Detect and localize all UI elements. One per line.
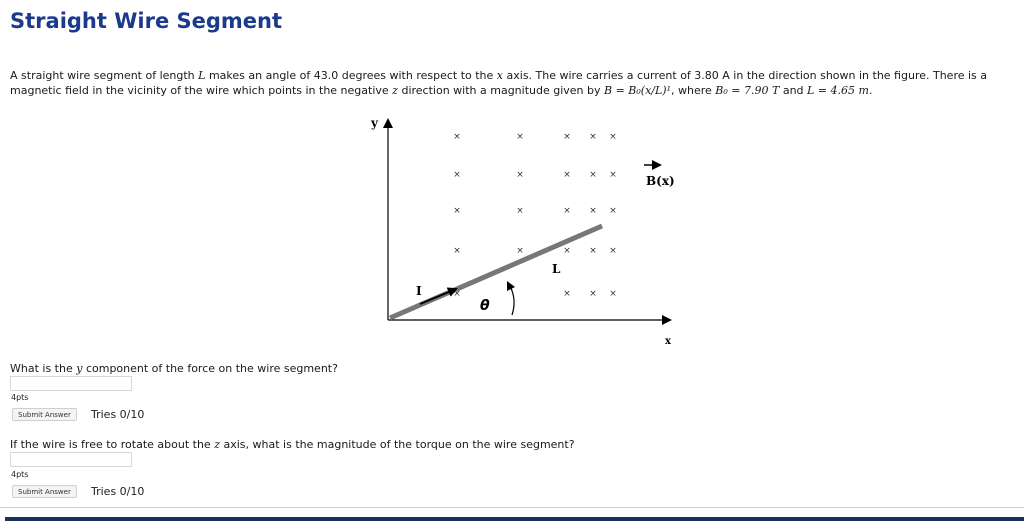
field-x-mark: × bbox=[516, 206, 524, 216]
field-x-mark: × bbox=[563, 206, 571, 216]
field-marks bbox=[453, 132, 617, 299]
angle-arc bbox=[510, 286, 514, 315]
field-formula: B = B₀(x/L)¹ bbox=[604, 84, 672, 97]
field-x-mark: × bbox=[516, 170, 524, 180]
field-x-mark: × bbox=[453, 206, 461, 216]
field-x-mark: × bbox=[453, 132, 461, 142]
field-label: B(x) bbox=[646, 174, 675, 188]
field-x-mark: × bbox=[609, 206, 617, 216]
answer-2-input[interactable] bbox=[10, 452, 132, 467]
question-2-tries: Tries 0/10 bbox=[91, 485, 145, 498]
answer-1-input[interactable] bbox=[10, 376, 132, 391]
field-x-mark: × bbox=[609, 246, 617, 256]
x-axis-label: x bbox=[665, 336, 671, 347]
page-title: Straight Wire Segment bbox=[10, 9, 283, 33]
field-x-mark: × bbox=[516, 132, 524, 142]
submit-answer-1-button[interactable]: Submit Answer bbox=[12, 408, 77, 421]
current-label: I bbox=[416, 284, 422, 298]
field-x-mark: × bbox=[453, 289, 461, 299]
field-x-mark: × bbox=[589, 289, 597, 299]
question-2-text: If the wire is free to rotate about the z axis, what is the magnitude of the torque on the wire segment? bbox=[10, 438, 575, 451]
field-x-mark: × bbox=[609, 132, 617, 142]
field-x-mark: × bbox=[563, 170, 571, 180]
y-axis-label: y bbox=[371, 116, 378, 130]
question-2-points: 4pts bbox=[11, 470, 29, 479]
field-x-mark: × bbox=[453, 246, 461, 256]
field-x-mark: × bbox=[589, 170, 597, 180]
field-x-mark: × bbox=[453, 170, 461, 180]
wire-figure bbox=[360, 110, 680, 350]
field-x-mark: × bbox=[589, 206, 597, 216]
length-label: L bbox=[552, 262, 561, 276]
field-x-mark: × bbox=[563, 246, 571, 256]
submit-answer-2-button[interactable]: Submit Answer bbox=[12, 485, 77, 498]
field-x-mark: × bbox=[563, 289, 571, 299]
field-x-mark: × bbox=[609, 170, 617, 180]
field-x-mark: × bbox=[609, 289, 617, 299]
field-x-mark: × bbox=[589, 246, 597, 256]
question-1-points: 4pts bbox=[11, 393, 29, 402]
question-1-text: What is the y component of the force on the wire segment? bbox=[10, 362, 338, 375]
angle-label: θ bbox=[480, 298, 490, 314]
field-x-mark: × bbox=[516, 246, 524, 256]
footer-divider bbox=[0, 507, 1024, 508]
footer-bar bbox=[5, 517, 1024, 521]
field-x-mark: × bbox=[589, 132, 597, 142]
problem-statement: A straight wire segment of length L makes an angle of 43.0 degrees with respect to the x axis. The wire carries a current of 3.80 A in the direction shown in the figure. There is a magnetic field in the vicinity of the wire which points in the negative z direction with a magnitude given by B = B₀(x/L)¹, where B₀ = 7.90 T and L = 4.65 m. bbox=[10, 69, 988, 97]
current-arrow bbox=[420, 289, 456, 304]
field-x-mark: × bbox=[563, 132, 571, 142]
question-1-tries: Tries 0/10 bbox=[91, 408, 145, 421]
